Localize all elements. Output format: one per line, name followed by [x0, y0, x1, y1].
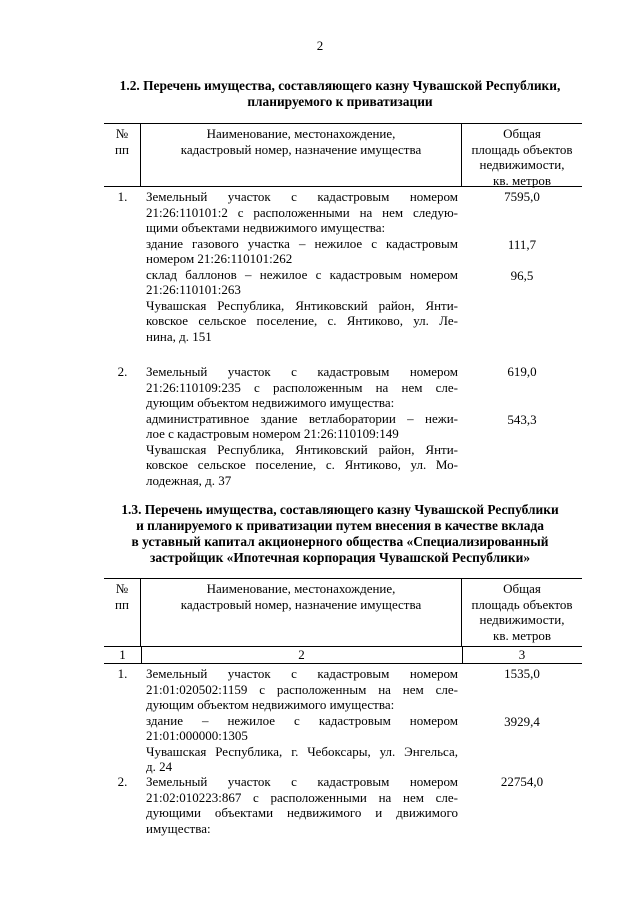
title-line: 1.3. Перечень имущества, составляющего казну Чувашской Республики: [121, 502, 559, 517]
area-value: 543,3: [507, 412, 537, 427]
table-header: [104, 123, 582, 187]
column-number: 1: [104, 647, 142, 663]
table-row: [104, 362, 582, 497]
section-1-2-title: [90, 78, 590, 110]
title-line: планируемого к приватизации: [247, 94, 433, 109]
table-header: [104, 578, 582, 646]
title-line: застройщик «Ипотечная корпорация Чувашской Республики»: [149, 550, 531, 565]
table-row: [104, 772, 582, 842]
section-1-3-title: [90, 502, 590, 566]
title-line: и планируемого к приватизации путем внесения в качестве вклада: [136, 518, 544, 533]
table-row: [104, 664, 582, 772]
table-section-1-2: [104, 123, 582, 497]
column-numbers-row: [104, 646, 582, 664]
column-number: 2: [141, 647, 463, 663]
table-row: [104, 187, 582, 362]
column-number: 3: [518, 647, 526, 662]
row-land-description: Земельный участок с кадастровым номером 21:02:010223:867 с расположенными на нем сле- дующими объектами недвижимого и движимого имущества:: [146, 774, 458, 836]
row-number: 2.: [117, 774, 128, 789]
table-section-1-3: [104, 578, 582, 842]
area-value: 3929,4: [504, 714, 540, 729]
area-value: 7595,0: [504, 189, 540, 204]
area-value: 22754,0: [500, 774, 544, 789]
header-col-description: Наименование, местонахождение, кадастровый номер, назначение имущества: [141, 124, 462, 186]
area-value: 96,5: [510, 268, 534, 283]
row-number: 2.: [117, 364, 128, 379]
area-value: 111,7: [507, 237, 537, 252]
header-col-number: № пп: [104, 124, 141, 186]
header-col-description: Наименование, местонахождение, кадастровый номер, назначение имущества: [141, 579, 462, 646]
header-col-area: Общая площадь объектов недвижимости, кв. метров: [471, 581, 573, 643]
row-land-description: Земельный участок с кадастровым номером 21:01:020502:1159 с расположенным на нем сле- дующим объектом недвижимого имущества: здание – нежилое с кадастровым номером 21:01:000000:1305 Чувашская Республика, г. Чебоксары, ул. Энгельса, д. 24: [146, 666, 458, 774]
area-value: 1535,0: [504, 666, 540, 681]
row-number: 1.: [117, 189, 128, 204]
title-line: в уставный капитал акционерного общества «Специализированный: [131, 534, 549, 549]
row-number: 1.: [117, 666, 128, 681]
header-col-number: № пп: [104, 579, 141, 646]
area-value: 619,0: [507, 364, 537, 379]
row-land-description: Земельный участок с кадастровым номером 21:26:110101:2 с расположенными на нем следую- щими объектами недвижимого имущества: здание газового участка – нежилое с кадастровым номером 21:26:110101:262 склад баллонов – нежилое с кадастровым номером 21:26:110101:263 Чувашская Республика, Янтиковский район, Янти- ковское сельское поселение, с. Янтиково, ул. Ле- нина, д. 151: [146, 189, 458, 344]
row-land-description: Земельный участок с кадастровым номером 21:26:110109:235 с расположенным на нем сле- дующим объектом недвижимого имущества: административное здание ветлаборатории – нежи- лое с кадастровым номером 21:26:110109:149 Чувашская Республика, Янтиковский район, Янти- ковское сельское поселение, с. Янтиково, ул. Мо- лодежная, д. 37: [146, 364, 458, 488]
title-line: 1.2. Перечень имущества, составляющего казну Чувашской Республики,: [119, 78, 561, 93]
page-number: 2: [316, 38, 324, 53]
header-col-area: Общая площадь объектов недвижимости, кв. метров: [471, 126, 573, 188]
